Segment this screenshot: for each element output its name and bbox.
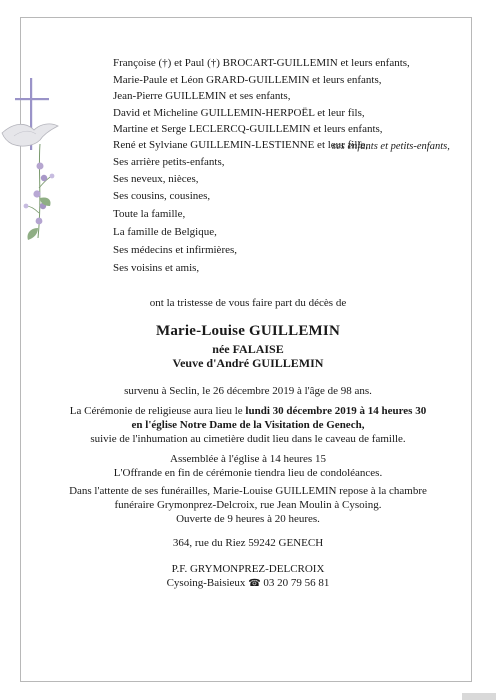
relatives-line: Ses médecins et infirmières, [113, 244, 238, 256]
ceremony-date: lundi 30 décembre 2019 à 14 heures 30 [245, 405, 427, 417]
ceremony-intro: La Cérémonie de religieuse aura lieu le [69, 405, 246, 417]
relatives-line: Ses cousins, cousines, [113, 190, 211, 202]
burial-details: suivie de l'inhumation au cimetière dudit lieu dans le caveau de famille. [90, 433, 406, 445]
telephone-icon: ☎ [248, 578, 261, 589]
funeral-home-phone: 03 20 79 56 81 [263, 577, 330, 589]
family-note: ses enfants et petits-enfants, [332, 141, 450, 152]
funeral-home-contact [0, 576, 496, 591]
death-details: survenu à Seclin, le 26 décembre 2019 à l'âge de 98 ans. [124, 385, 372, 397]
deceased-name: Marie-Louise GUILLEMIN [156, 323, 340, 339]
rest-line: Dans l'attente de ses funérailles, Marie-Louise GUILLEMIN repose à la chambre [69, 485, 427, 497]
family-line: Marie-Paule et Léon GRARD-GUILLEMIN et leurs enfants, [113, 74, 382, 86]
family-line: Martine et Serge LECLERCQ-GUILLEMIN et leurs enfants, [113, 123, 383, 135]
cross-dove-lily-icon [0, 78, 70, 278]
family-address: 364, rue du Riez 59242 GENECH [172, 537, 324, 549]
relatives-line: Ses neveux, nièces, [113, 173, 199, 185]
family-line: Jean-Pierre GUILLEMIN et ses enfants, [113, 90, 291, 102]
relatives-line: Ses voisins et amis, [113, 262, 200, 274]
relatives-line: La famille de Belgique, [113, 226, 217, 238]
funeral-home-name: P.F. GRYMONPREZ-DELCROIX [171, 563, 325, 575]
relatives-line: Ses arrière petits-enfants, [113, 156, 225, 168]
family-line: René et Sylviane GUILLEMIN-LESTIENNE et leur fille, [113, 139, 369, 151]
ceremony-place: en l'église Notre Dame de la Visitation de Genech, [131, 419, 365, 431]
ceremony-line [0, 404, 496, 418]
maiden-name: née FALAISE [212, 342, 284, 356]
scan-edge-mark [462, 693, 496, 700]
visiting-hours: Ouverte de 9 heures à 20 heures. [176, 513, 320, 525]
family-line: David et Micheline GUILLEMIN-HERPOËL et leur fils, [113, 107, 365, 119]
rest-line: funéraire Grymonprez-Delcroix, rue Jean Moulin à Cysoing. [114, 499, 382, 511]
family-line: Françoise (†) et Paul (†) BROCART-GUILLEMIN et leurs enfants, [113, 57, 410, 69]
assembly-line: Assemblée à l'église à 14 heures 15 [170, 453, 326, 465]
offering-line: L'Offrande en fin de cérémonie tiendra lieu de condoléances. [113, 467, 383, 479]
funeral-home-city: Cysoing-Baisieux [166, 577, 246, 589]
announcement: ont la tristesse de vous faire part du décès de [149, 297, 347, 309]
widow-of: Veuve d'André GUILLEMIN [172, 356, 324, 370]
relatives-line: Toute la famille, [113, 208, 186, 220]
